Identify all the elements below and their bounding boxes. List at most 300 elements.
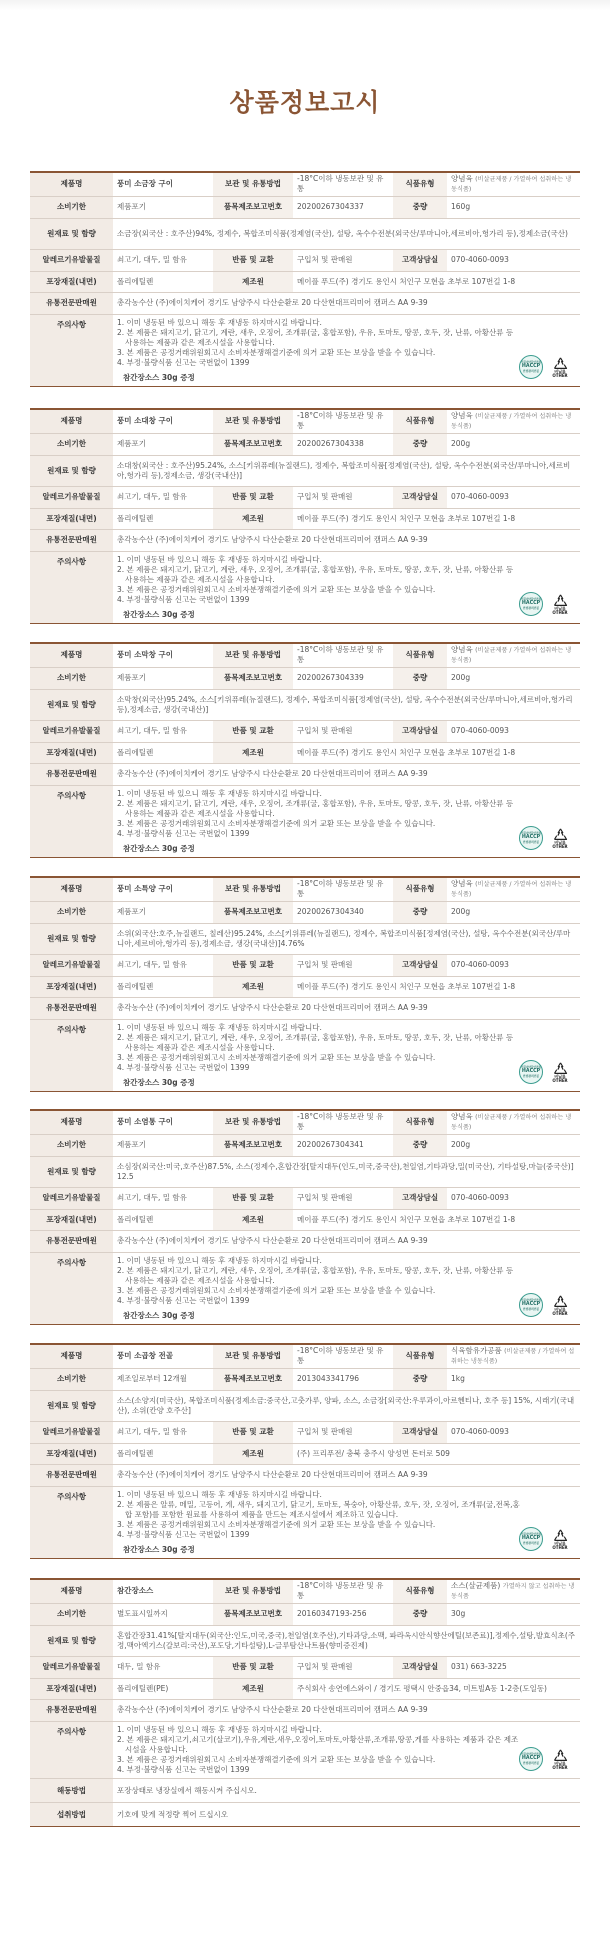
label-allergy: 알레르기유발물질 (30, 486, 113, 508)
haccp-sub-text: 안전관리인증 (522, 369, 540, 374)
label-caution: 주의사항 (30, 314, 113, 387)
certification-marks (519, 826, 572, 850)
intake-value: 기호에 맞게 적정량 찍어 드십시오 (113, 1803, 580, 1827)
packaging-value: 폴리에틸렌 (113, 1209, 213, 1230)
weight-value: 200g (447, 1134, 580, 1156)
info-table (30, 171, 580, 387)
storage-value: -18°C이하 냉동보관 및 유통 (297, 411, 384, 431)
label-allergy: 알레르기유발물질 (30, 1421, 113, 1443)
caution-notes (113, 1721, 580, 1779)
thaw-value: 포장상태로 냉장실에서 해동시켜 주십시오. (113, 1779, 580, 1803)
label-manufacturer: 제조원 (213, 1443, 293, 1464)
expiry-value: 제품포기 (113, 667, 213, 689)
caution-note: 2. 본 제품은 돼지고기, 닭고기, 계란, 새우, 오징어, 조개류(굴, 홍합포함), 우유, 토마토, 땅콩, 호두, 잣, 난류, 아황산류 등 사용하는 제품과 같은 제조시설을 사용합니다. (117, 1032, 514, 1052)
distributor-value: 총각농수산 (주)에이치케어 경기도 남양주시 다산순환로 20 다산현대프리미어 캠퍼스 AA 9-39 (113, 1230, 580, 1252)
ingredients-value: 소금장(외국산 : 호주산)94%, 정제수, 복합조미식품(정제염(국산), 설탕, 옥수수전분(외국산/루마니아,세르비아,헝가리 등),정제소금(국산) (113, 218, 580, 249)
recycle-code-text: OTHER (552, 609, 568, 615)
caution-notes (113, 1252, 580, 1325)
storage-value: -18°C이하 냉동보관 및 유통 (297, 1112, 384, 1132)
label-distributor: 유통전문판매원 (30, 997, 113, 1019)
report-number: 20200267304338 (293, 433, 393, 455)
allergy-value: 쇠고기, 대두, 밀 함유 (113, 720, 213, 742)
allergy-value: 쇠고기, 대두, 밀 함유 (113, 954, 213, 976)
label-storage: 보관 및 유통방법 (213, 1110, 293, 1134)
label-manufacturer: 제조원 (213, 508, 293, 529)
haccp-sub-text: 안전관리인증 (522, 840, 540, 845)
product-info-table (30, 171, 580, 387)
label-distributor: 유통전문판매원 (30, 529, 113, 551)
certification-marks (519, 592, 572, 616)
packaging-value: 폴리에틸렌(PE) (113, 1678, 213, 1699)
caution-notes (113, 1486, 580, 1559)
label-storage: 보관 및 유통방법 (213, 643, 293, 667)
label-packaging: 포장재질(내면) (30, 1443, 113, 1464)
storage-value: -18°C이하 냉동보관 및 유통 (297, 879, 384, 899)
label-return: 반품 및 교환 (213, 1656, 293, 1678)
caution-note: 2. 본 제품은 돼지고기, 닭고기, 계란, 새우, 오징어, 조개류(굴, 홍합포함), 우유, 토마토, 땅콩, 호두, 잣, 난류, 아황산류 등 사용하는 제품과 같은 제조시설을 사용합니다. (117, 1265, 514, 1285)
distributor-value: 총각농수산 (주)에이치케어 경기도 남양주시 다산순환로 20 다산현대프리미어 캠퍼스 AA 9-39 (113, 997, 580, 1019)
info-table (30, 1109, 580, 1325)
recycle-code-text: OTHER (552, 1310, 568, 1316)
haccp-top-text: 식품의약품안전처 (520, 1065, 542, 1069)
certification-marks (519, 355, 572, 379)
label-product_name: 제품명 (30, 409, 113, 433)
packaging-value: 폴리에틸렌 (113, 976, 213, 997)
contact-value: 070-4060-0093 (447, 249, 580, 271)
product-info-table (30, 408, 580, 624)
caution-note: 3. 본 제품은 공정거래위원회고시 소비자분쟁해결기준에 의거 교환 또는 보상을 받을 수 있습니다. (117, 819, 436, 829)
label-expiry: 소비기한 (30, 1603, 113, 1625)
label-weight: 중량 (393, 667, 447, 689)
haccp-sub-text: 안전관리인증 (522, 1541, 540, 1546)
label-storage: 보관 및 유통방법 (213, 409, 293, 433)
caution-note: 1. 이미 냉동된 바 있으니 해동 후 재냉동 하지마시길 바랍니다. (117, 1489, 322, 1499)
recycle-icon (548, 1060, 572, 1084)
allergy-value: 쇠고기, 대두, 밀 함유 (113, 249, 213, 271)
expiry-value: 제품포기 (113, 433, 213, 455)
product-name: 풍미 소대창 구이 (117, 416, 173, 426)
gift-note: 참간장소스 30g 증정 (123, 1078, 195, 1088)
label-manufacturer: 제조원 (213, 271, 293, 292)
label-allergy: 알레르기유발물질 (30, 1187, 113, 1209)
label-weight: 중량 (393, 901, 447, 923)
caution-note: 4. 부정·불량식품 신고는 국번없이 1399 (117, 1296, 250, 1306)
label-report_no: 품목제조보고번호 (213, 1134, 293, 1156)
manufacturer-value: 메이플 푸드(주) 경기도 용인시 처인구 모현읍 초부로 107번길 1-8 (293, 1209, 580, 1230)
label-allergy: 알레르기유발물질 (30, 954, 113, 976)
label-intake: 섭취방법 (30, 1803, 113, 1827)
label-food_type: 식품유형 (393, 1344, 447, 1368)
ingredients-value: 혼합간장31.41%[탈지대두(외국산:인도,미국,중국),천일염(호주산),기타과당,소맥, 파라옥시안식향산에틸(보존료)],정제수,설탕,발효식초(주정,맥아엑기스(갈보리:국산),포도당,기타설탕),L-글루탐산나트륨(향미증진제) (113, 1625, 580, 1656)
label-ingredients: 원재료 및 함량 (30, 923, 113, 954)
weight-value: 160g (447, 196, 580, 218)
haccp-main-text: HACCP (521, 835, 541, 841)
food-type (447, 643, 580, 667)
label-thaw: 해동방법 (30, 1779, 113, 1803)
weight-value: 1kg (447, 1368, 580, 1390)
caution-note: 1. 이미 냉동된 바 있으니 해동 후 재냉동 하지마시길 바랍니다. (117, 554, 322, 564)
report-number: 20200267304337 (293, 196, 393, 218)
label-weight: 중량 (393, 1368, 447, 1390)
label-caution: 주의사항 (30, 1019, 113, 1092)
storage-value: -18°C이하 냉동보관 및 유통 (297, 1346, 384, 1366)
label-manufacturer: 제조원 (213, 742, 293, 763)
caution-note: 3. 본 제품은 공정거래위원회고시 소비자분쟁해결기준에 의거 교환 또는 보상을 받을 수 있습니다. (117, 1520, 436, 1530)
label-food_type: 식품유형 (393, 172, 447, 196)
food-type-main: 양념육 (451, 879, 473, 888)
product-info-table (30, 1578, 580, 1827)
label-return: 반품 및 교환 (213, 954, 293, 976)
allergy-value: 쇠고기, 대두, 밀 함유 (113, 1421, 213, 1443)
label-product_name: 제품명 (30, 1110, 113, 1134)
caution-note: 2. 본 제품은 알류, 메밀, 고등어, 게, 새우, 돼지고기, 닭고기, 토마토, 복숭아, 아황산류, 호두, 잣, 오징어, 조개류(굴,전복,홍합 포함)를 포함한 원료를 사용하여 제품을 만드는 제조시설에서 제조하고 있습니다. (117, 1499, 520, 1519)
product-name: 풍미 소막창 구이 (117, 650, 173, 660)
haccp-icon (519, 826, 543, 850)
caution-note: 3. 본 제품은 공정거래위원회고시 소비자분쟁해결기준에 의거 교환 또는 보상을 받을 수 있습니다. (117, 1286, 436, 1296)
expiry-value: 별도표시일까지 (113, 1603, 213, 1625)
info-table (30, 408, 580, 624)
label-report_no: 품목제조보고번호 (213, 1603, 293, 1625)
label-packaging: 포장재질(내면) (30, 1209, 113, 1230)
haccp-icon (519, 355, 543, 379)
caution-notes (113, 1019, 580, 1092)
label-report_no: 품목제조보고번호 (213, 196, 293, 218)
gift-note: 참간장소스 30g 증정 (123, 1545, 195, 1555)
ingredients-value: 소대창(외국산 : 호주산)95.24%, 소스[키위퓨레(뉴질랜드), 정제수, 복합조미식품[정제염(국산), 설탕, 옥수수전분(외국산/루마니아,세르비아,헝가리 등),정제소금, 생강(국내산)] (113, 455, 580, 486)
product-name: 풍미 소특양 구이 (117, 884, 173, 894)
caution-note: 3. 본 제품은 공정거래위원회고시 소비자분쟁해결기준에 의거 교환 또는 보상을 받을 수 있습니다. (117, 1053, 436, 1063)
recycle-icon (548, 1293, 572, 1317)
food-type-main: 양념육 (451, 174, 473, 183)
allergy-value: 쇠고기, 대두, 밀 함유 (113, 1187, 213, 1209)
distributor-value: 총각농수산 (주)에이치케어 경기도 남양주시 다산순환로 20 다산현대프리미어 캠퍼스 AA 9-39 (113, 1464, 580, 1486)
contact-value: 070-4060-0093 (447, 1421, 580, 1443)
label-product_name: 제품명 (30, 1579, 113, 1603)
label-contact: 고객상담실 (393, 954, 447, 976)
label-report_no: 품목제조보고번호 (213, 433, 293, 455)
contact-value: 070-4060-0093 (447, 1187, 580, 1209)
recycle-material-text: 비닐류 (554, 368, 566, 374)
ingredients-value: 소심장(외국산:미국,호주산)87.5%, 소스(정제수,혼합간장[탈지대두(인도,미국,중국산),천일염,기타과당,밀(미국산), 기타설탕,마늘(중국산)]12.5 (113, 1156, 580, 1187)
contact-value: 070-4060-0093 (447, 720, 580, 742)
food-type-note: 가열하지 않고 섭취하는 냉동식품 (451, 1583, 575, 1601)
recycle-material-text: 비닐류 (554, 839, 566, 845)
recycle-icon (548, 1527, 572, 1551)
haccp-sub-text: 안전관리인증 (522, 1761, 540, 1766)
distributor-value: 총각농수산 (주)에이치케어 경기도 남양주시 다산순환로 20 다산현대프리미어 캠퍼스 AA 9-39 (113, 292, 580, 314)
haccp-sub-text: 안전관리인증 (522, 606, 540, 611)
return-value: 구입처 및 판매원 (293, 486, 393, 508)
certification-marks (519, 1060, 572, 1084)
expiry-value: 제조일로부터 12개월 (113, 1368, 213, 1390)
caution-note: 4. 부정·불량식품 신고는 국번없이 1399 (117, 1530, 250, 1540)
label-expiry: 소비기한 (30, 901, 113, 923)
storage-value: -18°C이하 냉동보관 및 유통 (297, 645, 384, 665)
certification-marks (519, 1293, 572, 1317)
report-number: 20200267304339 (293, 667, 393, 689)
gift-note: 참간장소스 30g 증정 (123, 610, 195, 620)
packaging-value: 폴리에틸렌 (113, 271, 213, 292)
label-contact: 고객상담실 (393, 249, 447, 271)
label-allergy: 알레르기유발물질 (30, 720, 113, 742)
label-weight: 중량 (393, 1603, 447, 1625)
food-type (447, 877, 580, 901)
label-expiry: 소비기한 (30, 196, 113, 218)
product-name: 풍미 소금장 구이 (117, 179, 173, 189)
food-type-main: 양념육 (451, 411, 473, 420)
expiry-value: 제품포기 (113, 1134, 213, 1156)
label-allergy: 알레르기유발물질 (30, 1656, 113, 1678)
haccp-sub-text: 안전관리인증 (522, 1307, 540, 1312)
caution-note: 4. 부정·불량식품 신고는 국번없이 1399 (117, 358, 250, 368)
label-product_name: 제품명 (30, 1344, 113, 1368)
info-table (30, 642, 580, 858)
storage-value: -18°C이하 냉동보관 및 유통 (297, 174, 384, 194)
haccp-icon (519, 1293, 543, 1317)
food-type-main: 양념육 (451, 1112, 473, 1121)
label-storage: 보관 및 유통방법 (213, 1579, 293, 1603)
return-value: 구입처 및 판매원 (293, 720, 393, 742)
caution-notes (113, 551, 580, 624)
haccp-top-text: 식품의약품안전처 (520, 360, 542, 364)
certification-marks (519, 1527, 572, 1551)
label-contact: 고객상담실 (393, 1421, 447, 1443)
manufacturer-value: 메이플 푸드(주) 경기도 용인시 처인구 모현읍 초부로 107번길 1-8 (293, 271, 580, 292)
manufacturer-value: 메이플 푸드(주) 경기도 용인시 처인구 모현읍 초부로 107번길 1-8 (293, 742, 580, 763)
product-info-table (30, 642, 580, 858)
return-value: 구입처 및 판매원 (293, 1421, 393, 1443)
food-type-main: 소스(살균제품) (451, 1581, 501, 1590)
packaging-value: 폴리에틸렌 (113, 742, 213, 763)
caution-note: 4. 부정·불량식품 신고는 국번없이 1399 (117, 1765, 250, 1775)
contact-value: 070-4060-0093 (447, 954, 580, 976)
haccp-main-text: HACCP (521, 1302, 541, 1308)
return-value: 구입처 및 판매원 (293, 1187, 393, 1209)
report-number: 20160347193-256 (293, 1603, 393, 1625)
haccp-top-text: 식품의약품안전처 (520, 1752, 542, 1756)
label-return: 반품 및 교환 (213, 249, 293, 271)
haccp-icon (519, 1060, 543, 1084)
info-table (30, 1343, 580, 1559)
recycle-material-text: 비닐류 (554, 1306, 566, 1312)
label-product_name: 제품명 (30, 172, 113, 196)
haccp-top-text: 식품의약품안전처 (520, 597, 542, 601)
product-info-table (30, 1343, 580, 1559)
ingredients-value: 소위(외국산:호주,뉴질랜드, 칠레산)95.24%, 소스[키위퓨레(뉴질랜드), 정제수, 복합조미식품[정제염(국산), 설탕, 옥수수전분(외국산/루마니아,세르비아,헝가리 등),정제소금, 생강(국내산)]4.76% (113, 923, 580, 954)
label-ingredients: 원재료 및 함량 (30, 1390, 113, 1421)
haccp-icon (519, 1747, 543, 1771)
label-ingredients: 원재료 및 함량 (30, 1625, 113, 1656)
caution-note: 3. 본 제품은 공정거래위원회고시 소비자분쟁해결기준에 의거 교환 또는 보상을 받을 수 있습니다. (117, 348, 436, 358)
label-allergy: 알레르기유발물질 (30, 249, 113, 271)
packaging-value: 폴리에틸렌 (113, 1443, 213, 1464)
certification-marks (519, 1747, 572, 1771)
label-packaging: 포장재질(내면) (30, 742, 113, 763)
label-product_name: 제품명 (30, 877, 113, 901)
label-manufacturer: 제조원 (213, 1209, 293, 1230)
recycle-icon (548, 355, 572, 379)
label-food_type: 식품유형 (393, 643, 447, 667)
label-food_type: 식품유형 (393, 1579, 447, 1603)
label-expiry: 소비기한 (30, 1134, 113, 1156)
ingredients-value: 소스(소양지(미국산), 복합조미식품(정제소금:중국산,고춧가루, 양파, 소스, 소금장[외국산:우루과이,아르헨티나, 호주 등] 15%, 시래기(국내산), 소위(칸양 호주산] (113, 1390, 580, 1421)
caution-note: 3. 본 제품은 공정거래위원회고시 소비자분쟁해결기준에 의거 교환 또는 보상을 받을 수 있습니다. (117, 1755, 436, 1765)
recycle-icon (548, 1747, 572, 1771)
manufacturer-value: 주식회사 송연에스와이 / 경기도 평택시 안중읍34, 미트빌A동 1-2층(도일동) (293, 1678, 580, 1699)
recycle-code-text: OTHER (552, 372, 568, 378)
label-ingredients: 원재료 및 함량 (30, 1156, 113, 1187)
caution-notes (113, 785, 580, 858)
caution-note: 2. 본 제품은 돼지고기, 닭고기, 계란, 새우, 오징어, 조개류(굴, 홍합포함), 우유, 토마토, 땅콩, 호두, 잣, 난류, 아황산류 등 사용하는 제품과 같은 제조시설을 사용합니다. (117, 798, 514, 818)
weight-value: 200g (447, 433, 580, 455)
label-expiry: 소비기한 (30, 1368, 113, 1390)
label-storage: 보관 및 유통방법 (213, 172, 293, 196)
report-number: 20200267304341 (293, 1134, 393, 1156)
label-ingredients: 원재료 및 함량 (30, 218, 113, 249)
label-distributor: 유통전문판매원 (30, 1699, 113, 1721)
label-packaging: 포장재질(내면) (30, 271, 113, 292)
food-type-main: 양념육 (451, 645, 473, 654)
info-table (30, 876, 580, 1092)
label-return: 반품 및 교환 (213, 1187, 293, 1209)
food-type-note: (비살균제품 / 가열하여 섭취하는 냉동식품) (451, 176, 572, 194)
weight-value: 200g (447, 667, 580, 689)
recycle-icon (548, 826, 572, 850)
label-report_no: 품목제조보고번호 (213, 1368, 293, 1390)
caution-note: 2. 본 제품은 돼지고기, 닭고기, 계란, 새우, 오징어, 조개류(굴, 홍합포함), 우유, 토마토, 땅콩, 호두, 잣, 난류, 아황산류 등 사용하는 제품과 같은 제조시설을 사용합니다. (117, 564, 514, 584)
recycle-code-text: OTHER (552, 843, 568, 849)
expiry-value: 제품포기 (113, 901, 213, 923)
food-type (447, 1110, 580, 1134)
page-title: 상품정보고시 (229, 88, 381, 117)
label-packaging: 포장재질(내면) (30, 508, 113, 529)
label-caution: 주의사항 (30, 1252, 113, 1325)
return-value: 구입처 및 판매원 (293, 954, 393, 976)
manufacturer-value: (주) 프리푸전/ 충북 충주시 양성면 돈터로 509 (293, 1443, 580, 1464)
label-distributor: 유통전문판매원 (30, 763, 113, 785)
recycle-material-text: 비닐류 (554, 1760, 566, 1766)
recycle-material-text: 비닐류 (554, 1540, 566, 1546)
label-weight: 중량 (393, 1134, 447, 1156)
haccp-icon (519, 1527, 543, 1551)
label-distributor: 유통전문판매원 (30, 1230, 113, 1252)
manufacturer-value: 메이플 푸드(주) 경기도 용인시 처인구 모현읍 초부로 107번길 1-8 (293, 976, 580, 997)
gift-note: 참간장소스 30g 증정 (123, 373, 195, 383)
caution-note: 2. 본 제품은 돼지고기, 닭고기, 계란, 새우, 오징어, 조개류(굴, 홍합포함), 우유, 토마토, 땅콩, 호두, 잣, 난류, 아황산류 등 사용하는 제품과 같은 제조시설을 사용합니다. (117, 327, 514, 347)
label-caution: 주의사항 (30, 1721, 113, 1779)
product-name: 풍미 소곱창 전골 (117, 1351, 173, 1361)
report-number: 2013043341796 (293, 1368, 393, 1390)
ingredients-value: 소막창(외국산)95.24%, 소스[키위퓨레(뉴질랜드), 정제수, 복합조미식품[정제염(국산), 설탕, 옥수수전분(외국산/루마니아,세르비아,헝가리 등),정제소금, 생강(국내산)] (113, 689, 580, 720)
allergy-value: 대두, 밀 함유 (113, 1656, 213, 1678)
caution-note: 2. 본 제품은 돼지고기,쇠고기(살코기),우유,계란,새우,오징어,토마토,아황산류,조개류,땅콩,게를 사용하는 제품과 같은 제조시설을 사용합니다. (117, 1734, 519, 1754)
label-storage: 보관 및 유통방법 (213, 1344, 293, 1368)
caution-note: 3. 본 제품은 공정거래위원회고시 소비자분쟁해결기준에 의거 교환 또는 보상을 받을 수 있습니다. (117, 585, 436, 595)
label-caution: 주의사항 (30, 1486, 113, 1559)
food-type-note: (비살균제품 / 가열하여 섭취하는 냉동식품) (451, 413, 572, 431)
haccp-icon (519, 592, 543, 616)
caution-note: 4. 부정·불량식품 신고는 국번없이 1399 (117, 1063, 250, 1073)
label-contact: 고객상담실 (393, 1656, 447, 1678)
label-return: 반품 및 교환 (213, 1421, 293, 1443)
distributor-value: 총각농수산 (주)에이치케어 경기도 남양주시 다산순환로 20 다산현대프리미어 캠퍼스 AA 9-39 (113, 1699, 580, 1721)
label-weight: 중량 (393, 433, 447, 455)
label-storage: 보관 및 유통방법 (213, 877, 293, 901)
recycle-icon (548, 592, 572, 616)
recycle-material-text: 비닐류 (554, 1073, 566, 1079)
recycle-code-text: OTHER (552, 1764, 568, 1770)
return-value: 구입처 및 판매원 (293, 249, 393, 271)
recycle-material-text: 비닐류 (554, 605, 566, 611)
label-contact: 고객상담실 (393, 1187, 447, 1209)
caution-note: 1. 이미 냉동된 바 있으니 해동 후 재냉동 하지마시길 바랍니다. (117, 1022, 322, 1032)
haccp-sub-text: 안전관리인증 (522, 1074, 540, 1079)
weight-value: 200g (447, 901, 580, 923)
recycle-code-text: OTHER (552, 1077, 568, 1083)
info-table (30, 1578, 580, 1827)
food-type-main: 식육함유가공품 (451, 1346, 502, 1355)
label-report_no: 품목제조보고번호 (213, 667, 293, 689)
label-caution: 주의사항 (30, 551, 113, 624)
label-contact: 고객상담실 (393, 720, 447, 742)
allergy-value: 쇠고기, 대두, 밀 함유 (113, 486, 213, 508)
haccp-main-text: HACCP (521, 1536, 541, 1542)
label-return: 반품 및 교환 (213, 720, 293, 742)
gift-note: 참간장소스 30g 증정 (123, 1311, 195, 1321)
haccp-main-text: HACCP (521, 1756, 541, 1762)
food-type-note: (비살균제품 / 가열하여 섭취하는 냉동식품) (451, 1348, 575, 1366)
label-packaging: 포장재질(내면) (30, 976, 113, 997)
label-distributor: 유통전문판매원 (30, 292, 113, 314)
label-ingredients: 원재료 및 함량 (30, 689, 113, 720)
caution-note: 4. 부정·불량식품 신고는 국번없이 1399 (117, 595, 250, 605)
return-value: 구입처 및 판매원 (293, 1656, 393, 1678)
label-return: 반품 및 교환 (213, 486, 293, 508)
haccp-top-text: 식품의약품안전처 (520, 831, 542, 835)
caution-note: 4. 부정·불량식품 신고는 국번없이 1399 (117, 829, 250, 839)
label-contact: 고객상담실 (393, 486, 447, 508)
haccp-top-text: 식품의약품안전처 (520, 1298, 542, 1302)
label-manufacturer: 제조원 (213, 976, 293, 997)
product-name: 풍미 소염통 구이 (117, 1117, 173, 1127)
haccp-main-text: HACCP (521, 364, 541, 370)
label-food_type: 식품유형 (393, 1110, 447, 1134)
recycle-code-text: OTHER (552, 1544, 568, 1550)
caution-note: 1. 이미 냉동된 바 있으니 해동 후 재냉동 하지마시길 바랍니다. (117, 1724, 322, 1734)
food-type-note: (비살균제품 / 가열하여 섭취하는 냉동식품) (451, 881, 572, 899)
caution-notes (113, 314, 580, 387)
report-number: 20200267304340 (293, 901, 393, 923)
label-ingredients: 원재료 및 함량 (30, 455, 113, 486)
product-name: 참간장소스 (117, 1586, 154, 1596)
label-manufacturer: 제조원 (213, 1678, 293, 1699)
weight-value: 30g (447, 1603, 580, 1625)
contact-value: 031) 663-3225 (447, 1656, 580, 1678)
haccp-main-text: HACCP (521, 1069, 541, 1075)
manufacturer-value: 메이플 푸드(주) 경기도 용인시 처인구 모현읍 초부로 107번길 1-8 (293, 508, 580, 529)
label-weight: 중량 (393, 196, 447, 218)
haccp-top-text: 식품의약품안전처 (520, 1532, 542, 1536)
caution-note: 1. 이미 냉동된 바 있으니 해동 후 재냉동 하지마시길 바랍니다. (117, 317, 322, 327)
label-report_no: 품목제조보고번호 (213, 901, 293, 923)
caution-note: 1. 이미 냉동된 바 있으니 해동 후 재냉동 하지마시길 바랍니다. (117, 788, 322, 798)
product-info-table (30, 1109, 580, 1325)
packaging-value: 폴리에틸렌 (113, 508, 213, 529)
product-info-table (30, 876, 580, 1092)
caution-note: 1. 이미 냉동된 바 있으니 해동 후 재냉동 하지마시길 바랍니다. (117, 1255, 322, 1265)
gift-note: 참간장소스 30g 증정 (123, 844, 195, 854)
food-type (447, 1579, 580, 1603)
